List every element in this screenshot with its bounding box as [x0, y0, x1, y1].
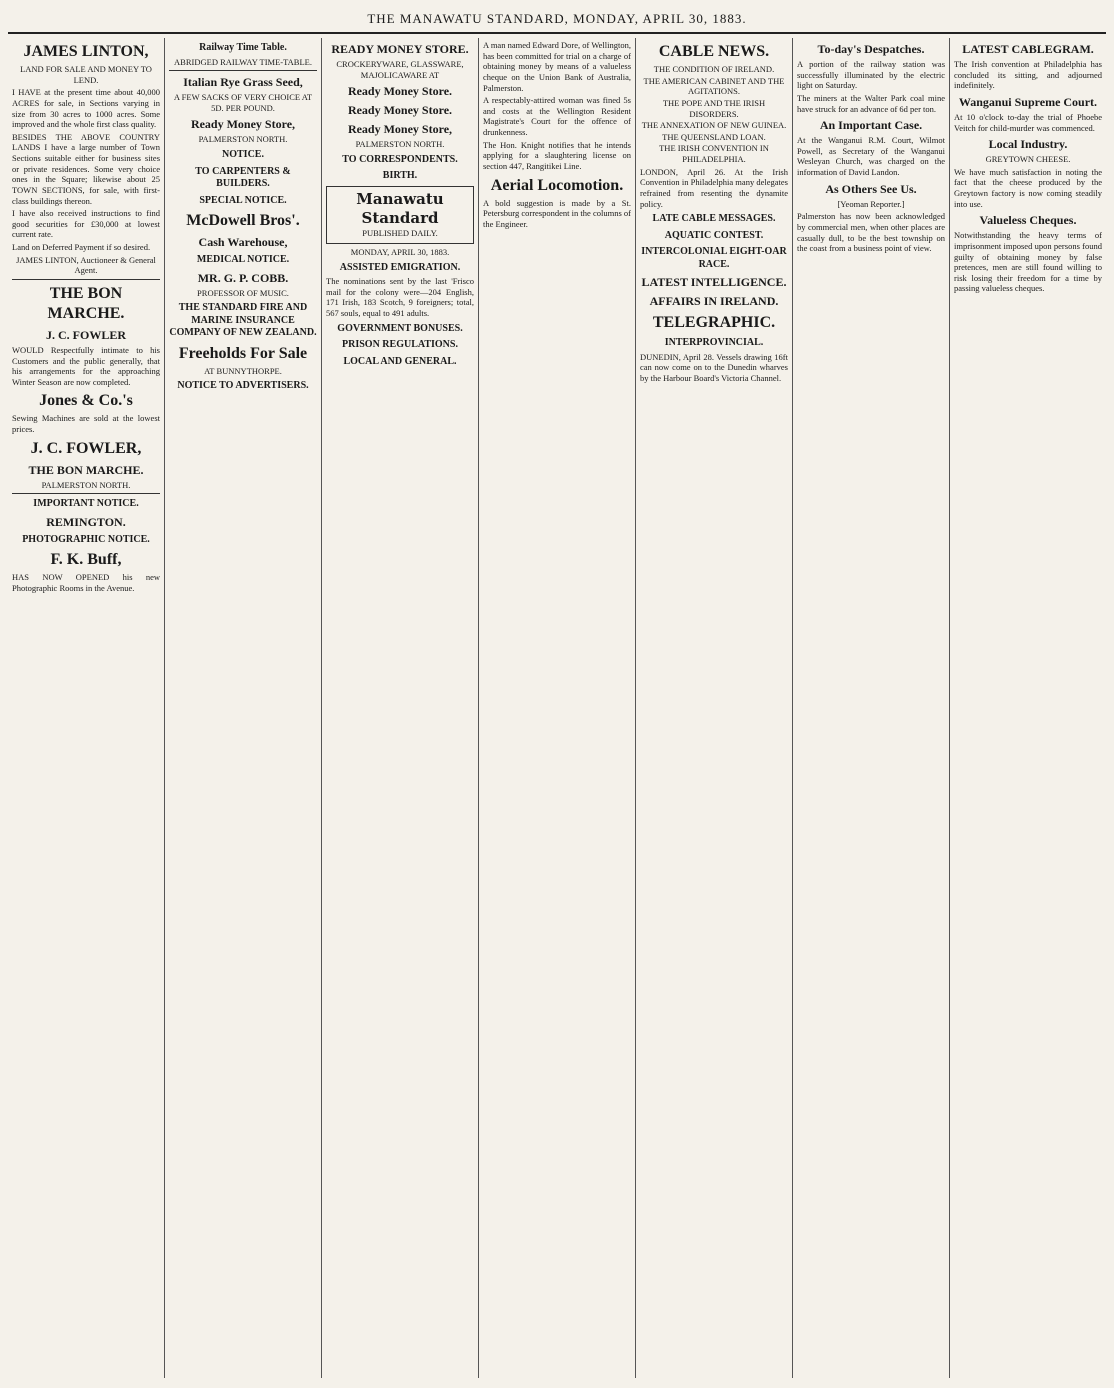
mcdowell-subheading: Cash Warehouse, [198, 235, 288, 249]
cablegram-heading: LATEST CABLEGRAM. [962, 42, 1094, 56]
case-para: At the Wanganui R.M. Court, Wilmot Powell, as Secretary of the Wanganui Wesleyan Church, was charged on the information of David Landon. [797, 135, 945, 177]
column-4 [479, 38, 636, 1378]
linton-signature: JAMES LINTON, Auctioneer & General Agent. [16, 254, 156, 276]
buff-para: HAS NOW OPENED his new Photographic Rooms in the Avenue. [12, 572, 160, 593]
knight-para: The Hon. Knight notifies that he intends applying for a slaughtering license on section 447, Rangitikei Line. [483, 139, 631, 171]
columns [8, 38, 1106, 1378]
despatches-heading: To-day's Despatches. [817, 42, 925, 56]
cable-line-1: THE CONDITION OF IRELAND. [653, 64, 775, 74]
others-see-us-heading: As Others See Us. [825, 181, 917, 196]
prison-heading: PRISON REGULATIONS. [342, 339, 458, 351]
drunkenness-para: A respectably-attired woman was fined 5s and costs at the Wellington Resident Magistrate's Court for the offence of drunkenness. [483, 95, 631, 137]
issue-date: MONDAY, APRIL 30, 1883. [350, 247, 450, 257]
column-2 [165, 38, 322, 1378]
rye-grass-heading: Italian Rye Grass Seed, [183, 75, 303, 90]
photo-notice-heading: PHOTOGRAPHIC NOTICE. [22, 533, 150, 545]
birth-heading: BIRTH. [382, 170, 418, 182]
medical-notice-heading: MEDICAL NOTICE. [196, 254, 290, 265]
bon-marche-heading: THE BON MARCHE. [47, 284, 125, 322]
divider [169, 70, 317, 71]
cable-line-4: THE ANNEXATION OF NEW GUINEA. [641, 120, 787, 131]
cobb-heading: MR. G. P. COBB. [197, 270, 289, 285]
telegraphic-heading: TELEGRAPHIC. [652, 314, 776, 332]
important-notice-heading: IMPORTANT NOTICE. [33, 498, 139, 510]
important-case-heading: An Important Case. [819, 118, 923, 133]
advertisers-heading: NOTICE TO ADVERTISERS. [177, 380, 309, 392]
nameplate-title: Manawatu Standard [356, 189, 444, 227]
convention-para: LONDON, April 26. At the Irish Convention in Philadelphia many delegates refrained from resenting the dynamite policy. [640, 166, 788, 209]
ready-money-heading-3: Ready Money Store. [347, 103, 453, 118]
ready-money-heading-4: Ready Money Store, [347, 122, 453, 137]
linton-para-2: BESIDES THE ABOVE COUNTRY LANDS I have a large number of Town Sections suitable either for business sites or private residences. Some very choice ones in the Square; likewise about 25 TOWN SECTIONS, for sale, with first-class buildings thereon. [12, 131, 160, 206]
emigration-heading: ASSISTED EMIGRATION. [339, 261, 461, 273]
remington-heading: REMINGTON. [46, 514, 126, 529]
dore-para: A man named Edward Dore, of Wellington, has been committed for trial on a charge of obtaining money by means of a valueless cheque on the Union Bank of Australia, Palmerston. [483, 40, 631, 93]
rye-grass-para: A FEW SACKS OF VERY CHOICE AT 5D. PER POUND. [173, 92, 313, 113]
column-6 [793, 38, 950, 1378]
palmerston-para: Palmerston has now been acknowledged by commercial men, when other places are casually dull, to be the best township on the coast from a business point of view. [797, 211, 945, 254]
interprovincial-heading: INTERPROVINCIAL. [664, 337, 764, 349]
buff-heading: F. K. Buff, [50, 551, 122, 569]
freeholds-subheading: AT BUNNYTHORPE. [204, 365, 282, 376]
late-cable-heading: LATE CABLE MESSAGES. [652, 213, 776, 225]
fowler-heading: J. C. FOWLER [45, 327, 126, 342]
cheques-heading: Valueless Cheques. [979, 213, 1077, 228]
latest-intelligence-heading: LATEST INTELLIGENCE. [641, 275, 787, 290]
nameplate [326, 186, 474, 244]
jones-para: Sewing Machines are sold at the lowest prices. [12, 413, 160, 434]
cheese-para: We have much satisfaction in noting the fact that the cheese produced by the Greytown factory is now coming steadily into use. [954, 166, 1102, 209]
freeholds-heading: Freeholds For Sale [178, 344, 308, 362]
linton-subheading: LAND FOR SALE AND MONEY TO LEND. [20, 64, 152, 85]
aquatic-heading: AQUATIC CONTEST. [664, 229, 764, 241]
cable-line-5: THE QUEENSLAND LOAN. [662, 131, 766, 142]
fowler-heading-2: J. C. FOWLER, [30, 439, 142, 457]
ireland-heading: AFFAIRS IN IRELAND. [649, 294, 779, 309]
cobb-subheading: PROFESSOR OF MUSIC. [197, 287, 289, 298]
cheese-subheading: GREYTOWN CHEESE. [985, 154, 1071, 165]
fowler-para: WOULD Respectfully intimate to his Customers and the public generally, that his arrangements for the approaching Winter Season are now completed. [12, 344, 160, 387]
aerial-heading: Aerial Locomotion. [490, 176, 624, 194]
bonuses-heading: GOVERNMENT BONUSES. [337, 322, 463, 334]
nameplate-sub: PUBLISHED DAILY. [362, 228, 438, 239]
mcdowell-heading: McDowell Bros'. [186, 212, 300, 229]
ready-money-heading-2: Ready Money Store. [347, 84, 453, 99]
linton-para-4: Land on Deferred Payment if so desired. [12, 242, 151, 252]
masthead [8, 6, 1106, 34]
linton-heading: JAMES LINTON, [23, 43, 149, 60]
local-industry-heading: Local Industry. [988, 137, 1068, 152]
miners-para: The miners at the Walter Park coal mine have struck for an advance of 6d per ton. [797, 92, 945, 114]
supreme-court-heading: Wanganui Supreme Court. [958, 94, 1098, 109]
ready-money-heading: Ready Money Store, [190, 117, 296, 132]
local-general-heading: LOCAL AND GENERAL. [343, 355, 457, 367]
palmerston-label: PALMERSTON NORTH. [41, 479, 131, 490]
emigration-para: The nominations sent by the last 'Frisco mail for the colony were—204 English, 171 Irish, 183 Scotch, 9 foreigners; total, 567 souls, equal to 491 adults. [326, 276, 474, 318]
insurance-heading: THE STANDARD FIRE AND MARINE INSURANCE COMPANY OF NEW ZEALAND. [169, 302, 317, 339]
reporter-label: [Yeoman Reporter.] [837, 198, 905, 209]
divider [12, 493, 160, 494]
cheques-para: Notwithstanding the heavy terms of imprisonment imposed upon persons found guilty of obtaining money by false pretences, men are still found willing to risk losing their freedom for a time by passing valueless cheques. [954, 230, 1102, 294]
court-para: At 10 o'clock to-day the trial of Phoebe Veitch for child-murder was commenced. [954, 111, 1102, 133]
column-7 [950, 38, 1106, 1378]
eight-oar-heading: INTERCOLONIAL EIGHT-OAR RACE. [641, 246, 787, 270]
aerial-para: A bold suggestion is made by a St. Petersburg correspondent in the columns of the Engineer. [483, 197, 631, 229]
column-5 [636, 38, 793, 1378]
ready-money-location-2: PALMERSTON NORTH. [355, 139, 445, 150]
column-3 [322, 38, 479, 1378]
cablegram-para: The Irish convention at Philadelphia has concluded its sitting, and adjourned indefinitely. [954, 59, 1102, 91]
jones-heading: Jones & Co.'s [39, 392, 133, 410]
electric-light-para: A portion of the railway station was successfully illuminated by the electric light on Saturday. [797, 59, 945, 91]
carpenters-heading: TO CARPENTERS & BUILDERS. [195, 165, 291, 189]
cable-line-6: THE IRISH CONVENTION IN PHILADELPHIA. [659, 143, 769, 164]
railway-heading: Railway Time Table. [199, 42, 287, 53]
cable-news-heading: CABLE NEWS. [658, 43, 770, 60]
linton-para-3: I have also received instructions to find good securities for £30,000 at lowest current rate. [12, 208, 160, 240]
railway-subheading: ABRIDGED RAILWAY TIME-TABLE. [174, 56, 312, 67]
bon-marche-heading-2: THE BON MARCHE. [28, 462, 144, 477]
correspondents-heading: TO CORRESPONDENTS. [342, 153, 458, 165]
divider [12, 279, 160, 280]
special-notice-heading: SPECIAL NOTICE. [199, 194, 287, 206]
dunedin-para: DUNEDIN, April 28. Vessels drawing 16ft can now come on to the Dunedin wharves by the Harbour Board's Victoria Channel. [640, 351, 788, 383]
cable-line-2: THE AMERICAN CABINET AND THE AGITATIONS. [643, 75, 785, 97]
linton-para-1: I HAVE at the present time about 40,000 ACRES for sale, in Sections varying in size from 30 acres to 1000 acres. Some improved and the whole first class quality. [12, 87, 160, 130]
crockery-para: CROCKERYWARE, GLASSWARE, MAJOLICAWARE AT [336, 59, 464, 80]
column-1 [8, 38, 165, 1378]
ready-money-store-heading: READY MONEY STORE. [331, 42, 469, 56]
ready-money-location: PALMERSTON NORTH. [198, 134, 288, 145]
masthead-title: THE MANAWATU STANDARD, MONDAY, APRIL 30, 1883. [367, 11, 747, 26]
notice-heading: NOTICE. [222, 149, 264, 160]
cable-line-3: THE POPE AND THE IRISH DISORDERS. [662, 97, 766, 119]
